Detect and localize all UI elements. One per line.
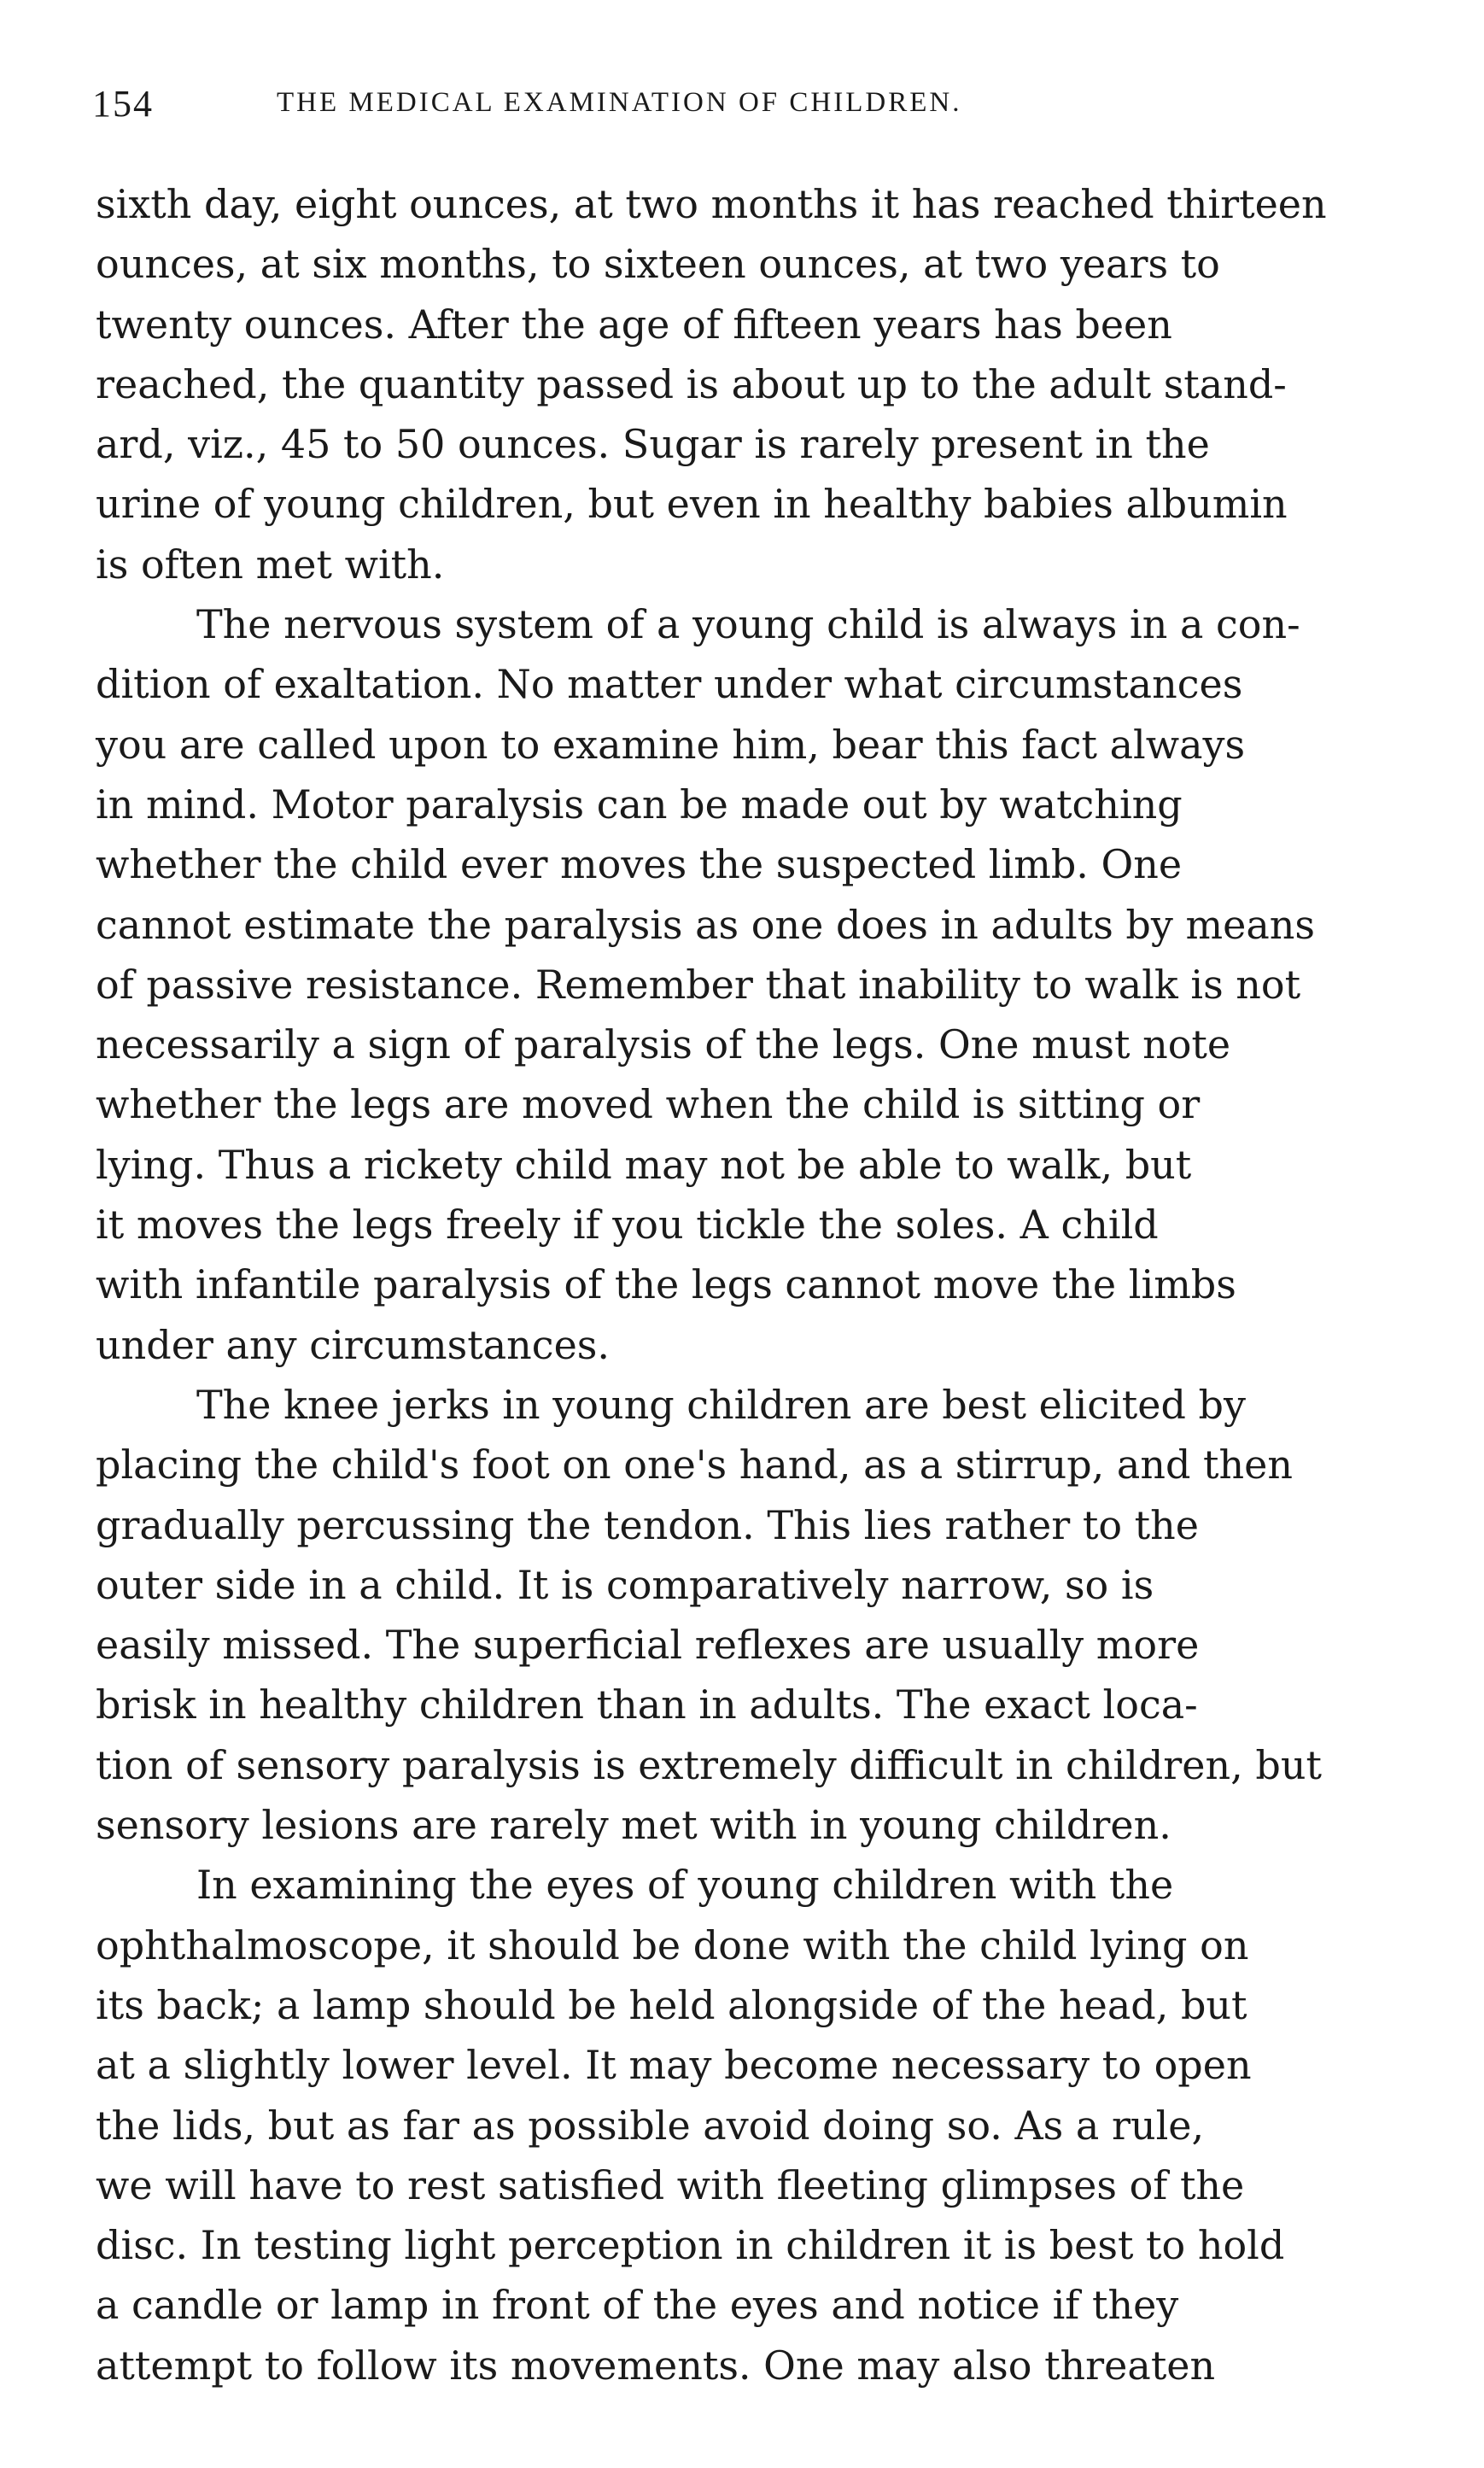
text-line: disc. In testing light perception in children it is best to hold <box>96 2222 1285 2269</box>
text-line: with infantile paralysis of the legs cannot move the limbs <box>96 1261 1236 1308</box>
text-line: ounces, at six months, to sixteen ounces, at two years to <box>96 241 1220 288</box>
text-line: of passive resistance. Remember that inability to walk is not <box>96 961 1301 1008</box>
text-line: its back; a lamp should be held alongside of the head, but <box>96 1981 1247 2028</box>
text-line: tion of sensory paralysis is extremely difficult in children, but <box>96 1741 1322 1788</box>
text-line: dition of exaltation. No matter under what circumstances <box>96 661 1243 708</box>
text-line: reached, the quantity passed is about up to the adult stand- <box>96 360 1287 407</box>
running-head <box>92 82 1390 133</box>
text-line: The nervous system of a young child is always in a con- <box>196 601 1300 648</box>
text-line: lying. Thus a rickety child may not be able to walk, but <box>96 1141 1192 1188</box>
text-line: outer side in a child. It is comparatively narrow, so is <box>96 1561 1154 1608</box>
text-line: whether the legs are moved when the child is sitting or <box>96 1081 1201 1128</box>
text-line: necessarily a sign of paralysis of the legs. One must note <box>96 1021 1231 1068</box>
text-line: twenty ounces. After the age of fifteen years has been <box>96 301 1172 348</box>
text-line: is often met with. <box>96 541 445 588</box>
text-line: sensory lesions are rarely met with in young children. <box>96 1802 1171 1849</box>
text-line: urine of young children, but even in healthy babies albumin <box>96 481 1288 528</box>
text-line: a candle or lamp in front of the eyes and notice if they <box>96 2282 1179 2329</box>
text-line: In examining the eyes of young children with the <box>196 1862 1174 1909</box>
text-line: sixth day, eight ounces, at two months it has reached thirteen <box>96 181 1327 227</box>
text-line: attempt to follow its movements. One may also threaten <box>96 2342 1216 2389</box>
text-line: you are called upon to examine him, bear this fact always <box>96 721 1246 768</box>
text-line: brisk in healthy children than in adults. The exact loca- <box>96 1681 1198 1728</box>
text-line: ophthalmoscope, it should be done with the child lying on <box>96 1921 1249 1968</box>
text-line: placing the child's foot on one's hand, as a stirrup, and then <box>96 1442 1293 1488</box>
text-line: it moves the legs freely if you tickle the soles. A child <box>96 1202 1159 1249</box>
running-title: THE MEDICAL EXAMINATION OF CHILDREN. <box>277 87 962 118</box>
text-line: under any circumstances. <box>96 1321 611 1368</box>
text-line: cannot estimate the paralysis as one does in adults by means <box>96 901 1315 948</box>
text-line: The knee jerks in young children are best elicited by <box>196 1381 1246 1428</box>
text-line: the lids, but as far as possible avoid doing so. As a rule, <box>96 2102 1205 2149</box>
page-number: 154 <box>92 83 154 125</box>
text-line: gradually percussing the tendon. This lies rather to the <box>96 1501 1199 1548</box>
body-text <box>96 174 1395 2395</box>
text-line: whether the child ever moves the suspected limb. One <box>96 841 1183 888</box>
text-line: easily missed. The superficial reflexes are usually more <box>96 1622 1200 1669</box>
text-line: at a slightly lower level. It may become necessary to open <box>96 2042 1252 2089</box>
text-line: we will have to rest satisfied with fleeting glimpses of the <box>96 2161 1245 2208</box>
text-line: ard, viz., 45 to 50 ounces. Sugar is rarely present in the <box>96 421 1210 468</box>
text-line: in mind. Motor paralysis can be made out by watching <box>96 781 1183 828</box>
